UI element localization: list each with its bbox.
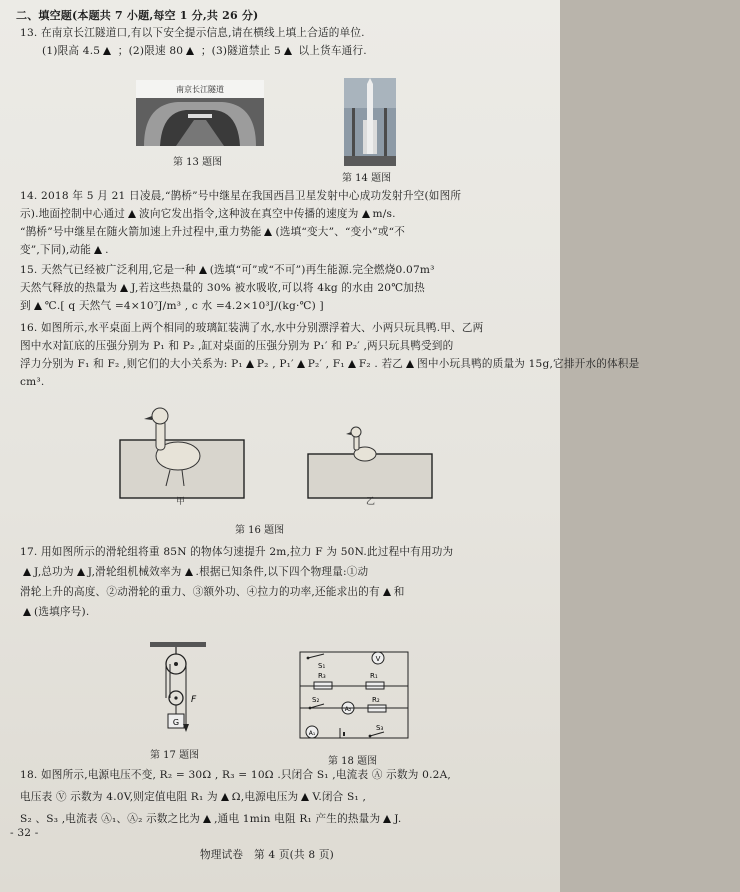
blank-triangle xyxy=(264,228,272,236)
blank-triangle xyxy=(203,815,211,823)
q14-line2 xyxy=(20,207,560,221)
a1-label: A₁ xyxy=(308,730,316,737)
q13-part2: ；(2)限速 80 xyxy=(117,45,184,57)
q16-line3 xyxy=(20,357,640,371)
q18-text: V.闭合 S₁ , xyxy=(312,791,367,803)
q14-line1: 14. 2018 年 5 月 21 日凌晨,“鹊桥”号中继星在我国西昌卫星发射中心成功发射升空(如图所 xyxy=(20,190,462,202)
blank-triangle xyxy=(246,360,254,368)
q16-text: P₂′ , F₁ xyxy=(307,358,345,370)
q15-line3 xyxy=(20,299,560,313)
q18-line2 xyxy=(20,790,560,804)
pulley-figure xyxy=(140,640,220,736)
q14-line4 xyxy=(20,243,560,257)
q13-part1: (1)限高 4.5 xyxy=(42,45,101,57)
q14-text: (选填“变大”、“变小”或“不 xyxy=(275,226,406,238)
r2-label: R₂ xyxy=(372,696,380,704)
voltmeter-label: V xyxy=(375,655,381,663)
page-number: - 32 - xyxy=(10,827,39,839)
rocket-photo xyxy=(344,78,396,166)
tunnel-photo xyxy=(136,80,264,146)
blank-triangle xyxy=(383,588,391,596)
blank-triangle xyxy=(221,793,229,801)
q16-figure xyxy=(110,398,450,508)
q17-text: .根据已知条件,以下四个物理量:①动 xyxy=(195,566,369,578)
q15-line2 xyxy=(20,281,560,295)
tunnel-sign: 南京长江隧道 xyxy=(176,85,224,94)
blank-triangle xyxy=(23,568,31,576)
blank-triangle xyxy=(103,47,111,55)
footer-text: 物理试卷 第 4 页(共 8 页) xyxy=(200,849,334,861)
q17-line1: 17. 用如图所示的滑轮组将重 85N 的物体匀速提升 2m,拉力 F 为 50N.此过程中有用功为 xyxy=(20,546,454,558)
q17-text: 和 xyxy=(393,586,405,598)
q16-text: 浮力分别为 F₁ 和 F₂ ,则它们的大小关系为: P₁ xyxy=(20,358,243,370)
section-title: 二、填空题(本题共 7 小题,每空 1 分,共 26 分) xyxy=(16,9,259,22)
q13-part4: 以上货车通行. xyxy=(298,45,367,57)
switch-s2-label: S₂ xyxy=(312,696,320,704)
q17-line4 xyxy=(20,605,560,619)
label-yi: 乙 xyxy=(366,497,376,507)
q17-line2 xyxy=(20,565,560,579)
q17-line3 xyxy=(20,585,560,599)
q15-text: 15. 天然气已经被广泛利用,它是一种 xyxy=(20,264,196,276)
circuit-figure xyxy=(296,648,414,744)
switch-s1-label: S₁ xyxy=(318,662,326,670)
r3-label: R₃ xyxy=(318,672,326,680)
q16-line2: 图中水对缸底的压强分别为 P₁ 和 P₂ ,缸对桌面的压强分别为 P₁′ 和 P₂′ ,两只玩具鸭受到的 xyxy=(20,340,454,352)
r1-label: R₁ xyxy=(370,672,378,680)
blank-triangle xyxy=(362,210,370,218)
q18-text: ,通电 1min 电阻 R₁ 产生的热量为 xyxy=(214,813,381,825)
q15-text: J,若这些热量的 30% 被水吸收,可以将 4kg 的水由 20℃加热 xyxy=(131,282,425,294)
label-jia: 甲 xyxy=(176,497,186,507)
blank-triangle xyxy=(23,608,31,616)
q17-text: J,总功为 xyxy=(34,566,74,578)
q14-text: 示).地面控制中心通过 xyxy=(20,208,126,220)
q16-text: 图中小玩具鸭的质量为 15g,它排开水的体积是 xyxy=(417,358,640,370)
blank-triangle xyxy=(128,210,136,218)
q13-part3: ；(3)隧道禁止 5 xyxy=(200,45,281,57)
fig14-caption: 第 14 题图 xyxy=(342,173,392,184)
q16-text: F₂ . 若乙 xyxy=(358,358,404,370)
fig17-caption: 第 17 题图 xyxy=(150,750,200,761)
blank-triangle xyxy=(77,568,85,576)
blank-triangle xyxy=(94,246,102,254)
q13-parts xyxy=(42,44,582,58)
q18-text: 电压表 Ⓥ 示数为 4.0V,则定值电阻 R₁ 为 xyxy=(20,791,218,803)
fig18-caption: 第 18 题图 xyxy=(328,756,378,767)
q13-stem: 13. 在南京长江隧道口,有以下安全提示信息,请在横线上填上合适的单位. xyxy=(20,27,365,39)
blank-triangle xyxy=(34,302,42,310)
q16-line1: 16. 如图所示,水平桌面上两个相同的玻璃缸装满了水,水中分别漂浮着大、小两只玩具鸭.甲、乙两 xyxy=(20,322,484,334)
blank-triangle xyxy=(383,815,391,823)
q16-text: cm³. xyxy=(20,376,45,388)
blank-triangle xyxy=(406,360,414,368)
q14-text: 波向它发出指令,这种波在真空中传播的速度为 xyxy=(139,208,359,220)
q15-text: (选填“可”或“不可”)再生能源.完全燃烧0.07m³ xyxy=(209,264,435,276)
q17-text: 滑轮上升的高度、②动滑轮的重力、③额外功、④拉力的功率,还能求出的有 xyxy=(20,586,380,598)
q14-line3 xyxy=(20,225,560,239)
q18-line1: 18. 如图所示,电源电压不变, R₂ = 30Ω , R₃ = 10Ω .只闭合 S₁ ,电流表 Ⓐ 示数为 0.2A, xyxy=(20,769,451,781)
switch-s3-label: S₃ xyxy=(376,724,384,732)
blank-triangle xyxy=(199,266,207,274)
blank-triangle xyxy=(297,360,305,368)
q14-text: 变”,下同),动能 xyxy=(20,244,92,256)
force-label: F xyxy=(191,695,197,705)
a2-label: A₂ xyxy=(344,706,352,713)
q16-line4 xyxy=(20,375,560,389)
blank-triangle xyxy=(185,568,193,576)
fig13-caption: 第 13 题图 xyxy=(173,157,223,168)
q14-text: . xyxy=(105,244,109,256)
q18-text: J. xyxy=(394,813,402,825)
q16-text: P₂ , P₁′ xyxy=(256,358,294,370)
q18-text: Ω,电源电压为 xyxy=(231,791,299,803)
blank-triangle xyxy=(301,793,309,801)
q14-text: “鹊桥”号中继星在随火箭加速上升过程中,重力势能 xyxy=(20,226,262,238)
q15-line1 xyxy=(20,263,560,277)
fig16-caption: 第 16 题图 xyxy=(235,525,285,536)
q17-text: J,滑轮组机械效率为 xyxy=(87,566,182,578)
q17-text: (选填序号). xyxy=(34,606,90,618)
q15-text: ℃.[ q 天然气 =4×10⁷J/m³ , c 水 =4.2×10³J/(kg·℃) ] xyxy=(44,300,324,312)
q14-text: m/s. xyxy=(372,208,396,220)
blank-triangle xyxy=(284,47,292,55)
blank-triangle xyxy=(120,284,128,292)
q18-text: S₂ 、S₃ ,电流表 Ⓐ₁、Ⓐ₂ 示数之比为 xyxy=(20,813,201,825)
blank-triangle xyxy=(186,47,194,55)
weight-label: G xyxy=(172,718,180,727)
q18-line3 xyxy=(20,812,560,826)
q15-text: 天然气释放的热量为 xyxy=(20,282,118,294)
blank-triangle xyxy=(348,360,356,368)
q15-text: 到 xyxy=(20,300,31,312)
